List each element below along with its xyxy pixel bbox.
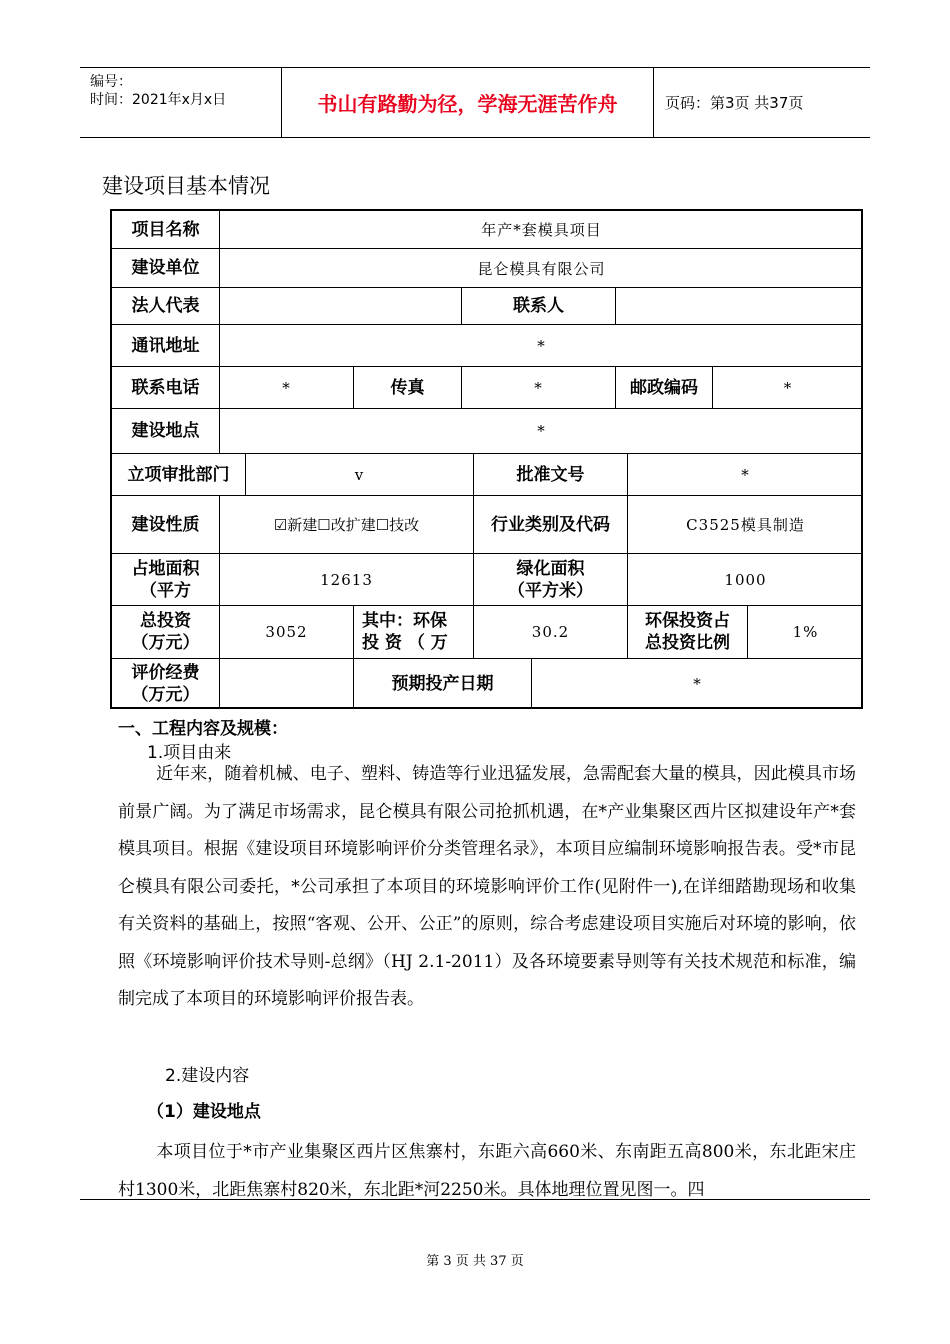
contact-value [616, 288, 863, 325]
footer-divider [80, 1199, 870, 1200]
approval-dept-label: 立项审批部门 [112, 454, 246, 496]
site-value: * [220, 409, 863, 454]
env-invest-label-line2: 投 资 （ 万 [362, 633, 448, 653]
header-motto: 书山有路勤为径，学海无涯苦作舟 [282, 68, 654, 137]
industry-label: 行业类别及代码 [474, 496, 628, 554]
area-value: 12613 [220, 554, 474, 606]
page-footer: 第 3 页 共 37 页 [426, 1254, 524, 1269]
nature-value: ☑新建☐改扩建☐技改 [220, 496, 474, 554]
approval-dept-value: v [246, 454, 474, 496]
header-time: 时间：2021年x月x日 [90, 92, 227, 108]
project-name-label: 项目名称 [112, 211, 220, 249]
green-label [474, 554, 628, 606]
paragraph-origin-text: 近年来，随着机械、电子、塑料、铸造等行业迅猛发展，急需配套大量的模具，因此模具市场前景广阔。为了满足市场需求，昆仑模具有限公司抢抓机遇，在*产业集聚区西片区拟建设年产*套模具项目。根据《建设项目环境影响评价分类管理名录》，本项目应编制环境影响报告表。受*市昆仑模具有限公司委托，*公司承担了本项目的环境影响评价工作(见附件一),在详细踏勘现场和收集有关资料的基础上，按照“客观、公开、公正”的原则，综合考虑建设项目实施后对环境的影响，依照《环境影响评价技术导则-总纲》（HJ 2.1-2011）及各环境要素导则等有关技术规范和标准，编制完成了本项目的环境影响评价报告表。 [118, 764, 856, 1009]
fax-value: * [462, 367, 616, 409]
address-value: * [220, 325, 863, 367]
invest-label [112, 606, 220, 659]
env-invest-value: 30.2 [474, 606, 628, 659]
eval-fee-label [112, 659, 220, 709]
section-title: 建设项目基本情况 [102, 174, 270, 198]
approval-no-label: 批准文号 [474, 454, 628, 496]
env-ratio-value: 1% [748, 606, 863, 659]
header-meta [80, 68, 282, 137]
green-label-line2: （平方米） [508, 580, 593, 601]
address-label: 通讯地址 [112, 325, 220, 367]
start-date-value: * [693, 675, 702, 693]
site-label: 建设地点 [112, 409, 220, 454]
phone-value: * [220, 367, 354, 409]
phone-label: 联系电话 [112, 367, 220, 409]
builder-value: 昆仑模具有限公司 [220, 249, 863, 288]
green-label-line1: 绿化面积 [516, 558, 585, 579]
env-invest-label [354, 606, 474, 659]
green-value: 1000 [628, 554, 863, 606]
approval-no-value: * [628, 454, 863, 496]
paragraph-site-text: 本项目位于*市产业集聚区西片区焦寨村，东距六高660米、东南距五高800米，东北距宋庄村1300米，北距焦寨村820米，东北距*河2250米。具体地理位置见图一。四 [118, 1142, 856, 1200]
env-ratio-label-line1: 环保投资占 [645, 611, 730, 631]
industry-value: C3525模具制造 [628, 496, 863, 554]
eval-fee-value [220, 659, 354, 709]
postcode-value: * [713, 367, 863, 409]
project-info-table [110, 209, 863, 709]
heading-origin: 1.项目由来 [147, 743, 232, 763]
area-label-line2: （平方 [140, 580, 191, 601]
area-label-line1: 占地面积 [131, 558, 200, 579]
eval-fee-label-line2: （万元） [131, 685, 200, 705]
paragraph-site [118, 1134, 856, 1209]
heading-content: 2.建设内容 [165, 1066, 250, 1086]
heading-site: （1）建设地点 [147, 1102, 261, 1122]
postcode-label: 邮政编码 [616, 367, 713, 409]
page-header [80, 67, 870, 138]
nature-label: 建设性质 [112, 496, 220, 554]
area-label [112, 554, 220, 606]
legal-rep-value [220, 288, 462, 325]
fax-label: 传真 [354, 367, 462, 409]
legal-rep-label: 法人代表 [112, 288, 220, 325]
header-number: 编号： [90, 74, 132, 90]
project-name-value: 年产*套模具项目 [220, 211, 863, 249]
env-invest-label-line1: 其中：环保 [362, 611, 447, 631]
invest-value: 3052 [220, 606, 354, 659]
heading-engineering: 一、工程内容及规模： [118, 719, 288, 739]
env-ratio-label-line2: 总投资比例 [645, 633, 730, 653]
invest-label-line2: （万元） [131, 633, 200, 653]
invest-label-line1: 总投资 [140, 611, 191, 631]
paragraph-origin [118, 756, 856, 1019]
start-date-label: 预期投产日期 [354, 659, 532, 709]
builder-label: 建设单位 [112, 249, 220, 288]
contact-label: 联系人 [462, 288, 616, 325]
eval-fee-label-line1: 评价经费 [131, 663, 200, 683]
env-ratio-label [628, 606, 748, 659]
header-page-info: 页码：第3页 共37页 [665, 94, 804, 112]
